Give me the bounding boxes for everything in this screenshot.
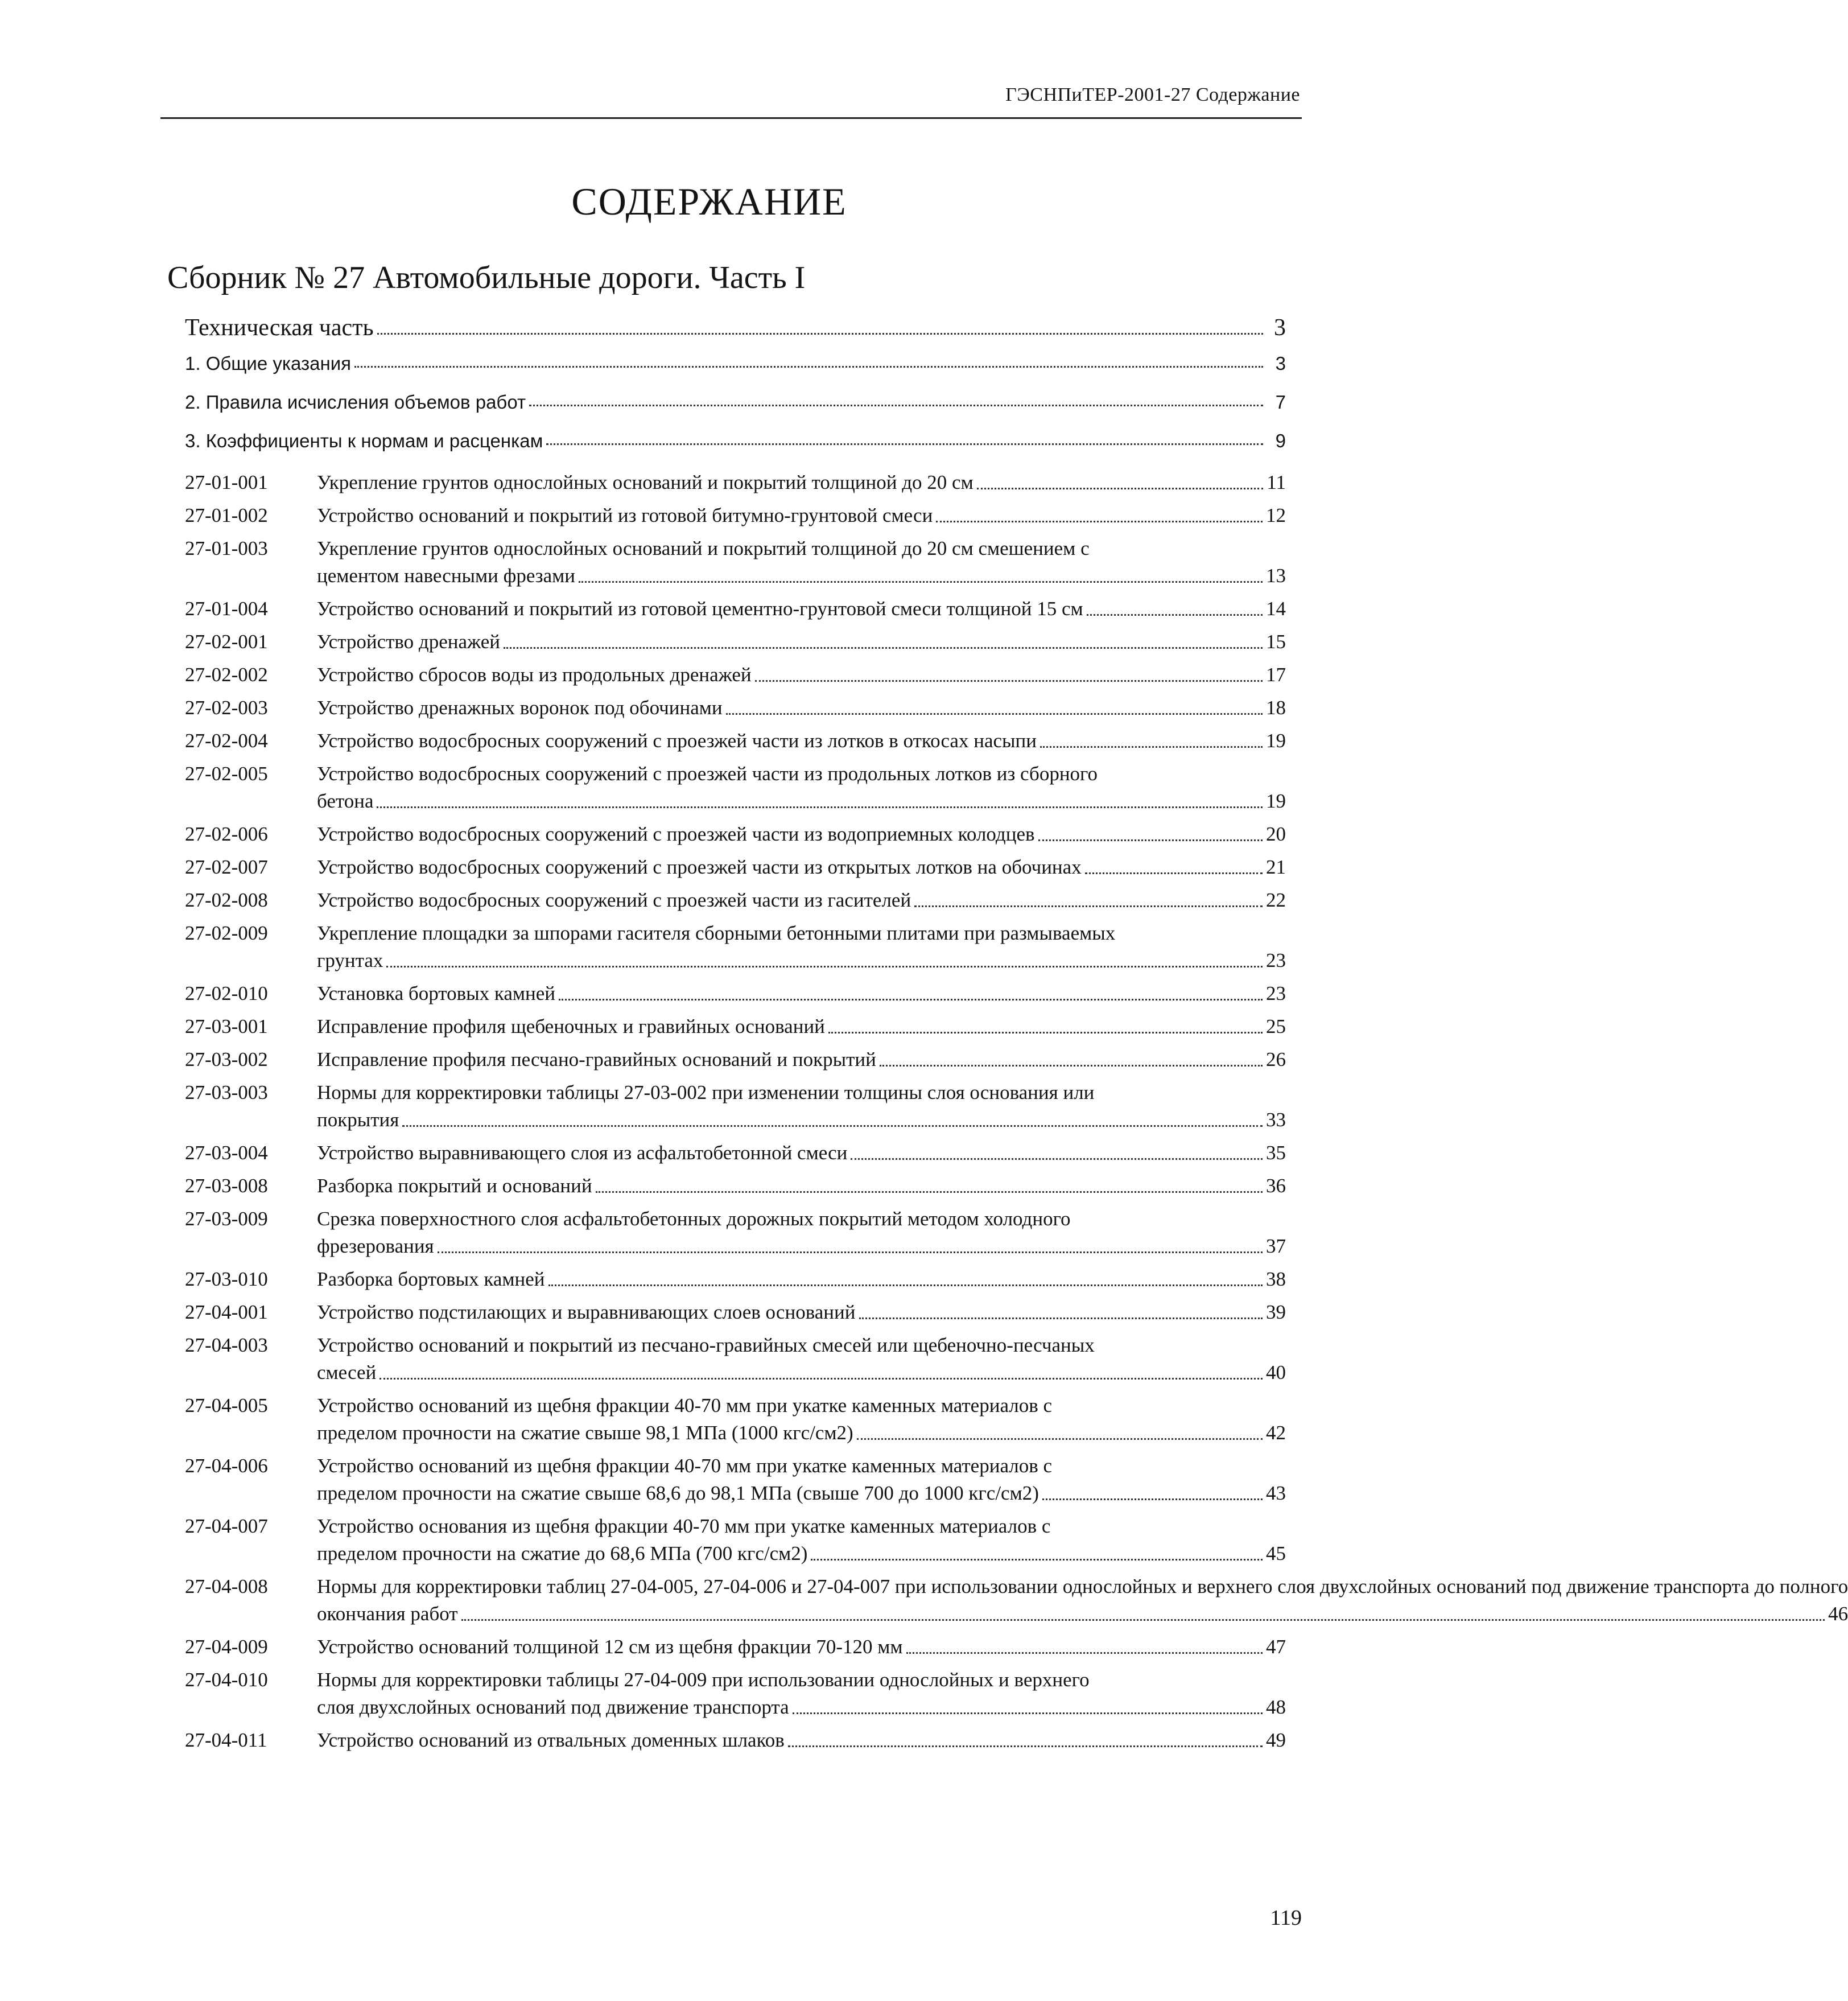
toc-entry-title-first-line: Срезка поверхностного слоя асфальтобетонных дорожных покрытий методом холодного [317,1208,1071,1230]
toc-entry-title-line [317,1600,1848,1628]
toc-entry[interactable] [185,1513,1286,1567]
toc-entry-title: Устройство дренажей [317,631,501,653]
toc-section-label: 1. Общие указания [185,353,352,374]
toc-entry-page: 45 [1266,1542,1286,1564]
toc-entry-title-line [317,1299,1286,1326]
dot-leader [811,1559,1263,1561]
toc-entry-title-line [317,854,1286,881]
toc-entry[interactable] [185,760,1286,815]
toc-section-label: 3. Коэффициенты к нормам и расценкам [185,430,543,451]
toc-entry-body [317,727,1286,755]
dot-leader [726,713,1263,715]
toc-entry[interactable] [185,887,1286,914]
table-of-contents [185,307,1848,1760]
toc-entry-title-line [317,1172,1286,1200]
toc-entry-body [317,887,1286,914]
toc-entry-title-first-line: Укрепление грунтов однослойных оснований и покрытий толщиной до 20 см смешением с [317,537,1090,559]
toc-entry-body [317,1392,1286,1447]
toc-entry[interactable] [185,1079,1286,1134]
toc-entry-title-line [317,1106,1286,1134]
dot-leader [461,1619,1825,1621]
toc-entry-code: 27-04-009 [185,1636,268,1658]
dot-leader [914,905,1263,907]
page-title: СОДЕРЖАНИЕ [571,180,847,223]
toc-technical-part-page: 3 [1274,315,1286,341]
toc-entry-body [317,1013,1286,1040]
toc-entry-page: 13 [1266,565,1286,587]
toc-entry-title: пределом прочности на сжатие до 68,6 МПа (700 кгс/см2) [317,1542,808,1564]
toc-entry-title: цементом навесными фрезами [317,565,576,587]
dot-leader [880,1065,1263,1067]
dot-leader [851,1158,1263,1160]
toc-entry[interactable] [185,821,1286,848]
toc-entry-code: 27-04-001 [185,1301,268,1323]
toc-entry-code: 27-02-004 [185,730,268,752]
toc-entry-code: 27-04-007 [185,1515,268,1537]
toc-entry-page: 42 [1266,1422,1286,1444]
toc-entry-code: 27-03-010 [185,1268,268,1290]
toc-entry[interactable] [185,1205,1286,1260]
toc-entry-body [317,1332,1286,1386]
page-number: 119 [1270,1906,1302,1930]
toc-entry[interactable] [185,1266,1286,1293]
toc-entry-title: Устройство сбросов воды из продольных дренажей [317,664,752,686]
toc-entry-title: Разборка бортовых камней [317,1268,545,1290]
dot-leader [354,366,1263,368]
toc-entry-title: слоя двухслойных оснований под движение транспорта [317,1696,789,1718]
toc-entry-code: 27-03-004 [185,1142,268,1164]
toc-entry-title-line [317,1266,1286,1293]
toc-entry-title: Установка бортовых камней [317,982,556,1004]
dot-leader [788,1745,1263,1747]
toc-entry-title-line [317,661,1286,689]
toc-entry-page: 25 [1266,1015,1286,1037]
toc-entry-page: 23 [1266,949,1286,971]
toc-entry-code: 27-03-009 [185,1208,268,1230]
toc-entry[interactable] [185,1666,1286,1721]
toc-sections [185,353,1286,452]
toc-entry-code: 27-02-008 [185,889,268,911]
toc-entry-title-first-line: Устройство основания из щебня фракции 40-70 мм при укатке каменных материалов с [317,1515,1051,1537]
toc-entry[interactable] [185,1046,1286,1073]
dot-leader [1042,1498,1263,1500]
toc-entry-body [317,1266,1286,1293]
toc-entry-body [317,1573,1848,1628]
toc-entry-title: пределом прочности на сжатие свыше 68,6 до 98,1 МПа (свыше 700 до 1000 кгс/см2) [317,1482,1039,1504]
toc-entry-code: 27-03-002 [185,1048,268,1071]
toc-entry-page: 36 [1266,1175,1286,1197]
toc-technical-part[interactable] [185,314,1286,341]
toc-entry-title: Укрепление грунтов однослойных оснований и покрытий толщиной до 20 см [317,471,974,493]
toc-entry-title-first-line: Устройство оснований из щебня фракции 40-70 мм при укатке каменных материалов с [317,1394,1053,1417]
toc-entry-title-line [317,1233,1286,1260]
toc-entry-title-line [317,694,1286,722]
toc-entry-page: 11 [1267,471,1286,493]
toc-entry-title: покрытия [317,1109,399,1131]
toc-entry-page: 46 [1828,1603,1848,1625]
toc-entry-body [317,469,1286,496]
toc-entry[interactable] [185,727,1286,755]
toc-entry-title: Устройство оснований и покрытий из готовой цементно-грунтовой смеси толщиной 15 см [317,598,1083,620]
toc-entry-title-first-line: Укрепление площадки за шпорами гасителя сборными бетонными плитами при размываемых [317,922,1116,944]
toc-entry-title-line [317,1139,1286,1167]
toc-entry-title: грунтах [317,949,383,971]
toc-entry-page: 22 [1266,889,1286,911]
header-rule [160,117,1302,119]
toc-entry-title-line [317,469,1286,496]
toc-entry-page: 18 [1266,697,1286,719]
toc-entry[interactable] [185,694,1286,722]
dot-leader [386,966,1263,967]
toc-section-label: 2. Правила исчисления объемов работ [185,392,526,413]
toc-entry[interactable] [185,469,1286,496]
dot-leader [977,488,1263,489]
collection-title: Сборник № 27 Автомобильные дороги. Часть I [167,260,806,295]
toc-entry-page: 43 [1266,1482,1286,1504]
toc-entry-title: смесей [317,1361,377,1384]
toc-entry-code: 27-04-005 [185,1394,268,1417]
toc-entry[interactable] [185,980,1286,1007]
toc-entry-title: Устройство выравнивающего слоя из асфальтобетонной смеси [317,1142,848,1164]
toc-entry-title-first-line: Устройство оснований из щебня фракции 40-70 мм при укатке каменных материалов с [317,1455,1053,1477]
toc-entry[interactable] [185,595,1286,623]
toc-entry-body [317,694,1286,722]
toc-entry-body [317,1299,1286,1326]
dot-leader [793,1712,1263,1714]
toc-entry-body [317,1205,1286,1260]
toc-entry-page: 38 [1266,1268,1286,1290]
dot-leader [504,647,1263,649]
dot-leader [1040,746,1263,748]
toc-entry-code: 27-04-011 [185,1729,267,1751]
toc-entry[interactable] [185,628,1286,656]
toc-entry-title-line [317,1359,1286,1386]
toc-entry[interactable] [185,1573,1848,1628]
toc-entry[interactable] [185,854,1286,881]
toc-entry[interactable] [185,1013,1286,1040]
toc-entry-code: 27-02-009 [185,922,268,944]
toc-entry-page: 23 [1266,982,1286,1004]
toc-section-item[interactable] [185,392,1286,413]
toc-entry-title-line [317,1480,1286,1507]
dot-leader [1038,839,1263,841]
toc-entry[interactable] [185,502,1286,529]
toc-entry-title: Устройство дренажных воронок под обочинами [317,697,723,719]
toc-section-page: 3 [1275,353,1286,374]
toc-entry-code: 27-01-002 [185,504,268,526]
toc-entry-body [317,980,1286,1007]
toc-entry-title: Исправление профиля щебеночных и гравийных оснований [317,1015,825,1037]
toc-entry[interactable] [185,1172,1286,1200]
toc-section-item[interactable] [185,430,1286,452]
toc-entry-title: окончания работ [317,1603,458,1625]
toc-entry-page: 39 [1266,1301,1286,1323]
toc-entry-body [317,1666,1286,1721]
running-header: ГЭСНПиТЕР-2001-27 Содержание [1005,84,1300,105]
toc-section-item[interactable] [185,353,1286,374]
toc-entry-title: Устройство водосбросных сооружений с проезжей части из лотков в откосах насыпи [317,730,1037,752]
toc-entry-code: 27-01-004 [185,598,268,620]
toc-section-page: 9 [1275,430,1286,451]
toc-entry-page: 48 [1266,1696,1286,1718]
toc-entry-code: 27-03-003 [185,1081,268,1104]
toc-entry-code: 27-04-006 [185,1455,268,1477]
dot-leader [546,443,1263,445]
toc-entry-code: 27-02-001 [185,631,268,653]
toc-entry-page: 33 [1266,1109,1286,1131]
toc-entry-title-line [317,947,1286,974]
toc-entry-page: 37 [1266,1235,1286,1257]
dot-leader [529,405,1263,406]
toc-entry[interactable] [185,1633,1286,1661]
dot-leader [936,521,1263,522]
toc-entry-title-line [317,1540,1286,1567]
dot-leader [402,1125,1263,1127]
toc-entry-title-line [317,887,1286,914]
toc-entry-title-line [317,821,1286,848]
toc-entry-body [317,661,1286,689]
toc-entry-title: Исправление профиля песчано-гравийных оснований и покрытий [317,1048,876,1071]
dot-leader [859,1317,1263,1319]
toc-entry-body [317,1139,1286,1167]
toc-entry-title-line [317,1633,1286,1661]
toc-entry-code: 27-04-003 [185,1334,268,1356]
toc-technical-part-label: Техническая часть [185,315,374,341]
toc-entry-title-line [317,1694,1286,1721]
toc-entry-title-first-line: Устройство оснований и покрытий из песчано-гравийных смесей или щебеночно-песчаных [317,1334,1095,1356]
toc-entry-page: 47 [1266,1636,1286,1658]
toc-entry-title-first-line: Нормы для корректировки таблицы 27-04-009 при использовании однослойных и верхнего [317,1669,1090,1691]
toc-entry[interactable] [185,1332,1286,1386]
toc-entry-title-line [317,1046,1286,1073]
toc-entry-title-line [317,1727,1286,1754]
toc-entry-title-first-line: Нормы для корректировки таблицы 27-03-002 при изменении толщины слоя основания или [317,1081,1095,1104]
dot-leader [377,333,1263,335]
toc-entry-title-line [317,595,1286,623]
toc-entry-page: 20 [1266,823,1286,845]
toc-entry-title: Устройство водосбросных сооружений с проезжей части из гасителей [317,889,911,911]
toc-entry-title-line [317,502,1286,529]
toc-entry-page: 40 [1266,1361,1286,1384]
toc-entry[interactable] [185,535,1286,590]
dot-leader [1085,872,1263,874]
toc-entry-title-line [317,1013,1286,1040]
dot-leader [857,1438,1263,1440]
toc-entry[interactable] [185,661,1286,689]
dot-leader [828,1032,1263,1034]
toc-entry-body [317,502,1286,529]
dot-leader [559,999,1263,1000]
toc-entry-body [317,1633,1286,1661]
toc-entry-page: 35 [1266,1142,1286,1164]
toc-entry-body [317,1046,1286,1073]
toc-entry-body [317,1452,1286,1507]
toc-entry-title-line [317,980,1286,1007]
toc-entry-body [317,628,1286,656]
dot-leader [548,1284,1263,1286]
toc-entry-title: Устройство оснований из отвальных доменных шлаков [317,1729,785,1751]
toc-entry-title: Устройство водосбросных сооружений с проезжей части из открытых лотков на обочинах [317,856,1082,878]
toc-entry-title: Устройство подстилающих и выравнивающих слоев оснований [317,1301,856,1323]
toc-entry-title-line [317,562,1286,590]
toc-entry-code: 27-02-006 [185,823,268,845]
toc-entry[interactable] [185,1139,1286,1167]
dot-leader [1087,614,1263,616]
toc-entry-body [317,920,1286,974]
toc-entry-title: бетона [317,790,374,812]
dot-leader [380,1378,1263,1380]
toc-entry-code: 27-04-010 [185,1669,268,1691]
toc-entry-title: Разборка покрытий и оснований [317,1175,592,1197]
toc-entry-title: Устройство оснований и покрытий из готовой битумно-грунтовой смеси [317,504,933,526]
toc-entry-title-line [317,628,1286,656]
toc-entry[interactable] [185,1727,1286,1754]
toc-entry-page: 49 [1266,1729,1286,1751]
dot-leader [596,1191,1263,1193]
toc-entry[interactable] [185,1392,1286,1447]
toc-entry[interactable] [185,1452,1286,1507]
toc-entry-title-first-line: Нормы для корректировки таблиц 27-04-005, 27-04-006 и 27-04-007 при использовании однослойных и верхнего слоя двухслойных оснований под движение транспорта до полного [317,1575,1848,1597]
toc-entry-code: 27-02-003 [185,697,268,719]
toc-entry-page: 17 [1266,664,1286,686]
toc-entry-body [317,821,1286,848]
toc-entry-title-line [317,788,1286,815]
toc-entry-body [317,595,1286,623]
toc-entry-body [317,1172,1286,1200]
toc-entry-code: 27-04-008 [185,1575,268,1597]
toc-entry-title-line [317,727,1286,755]
toc-entry[interactable] [185,1299,1286,1326]
toc-entry-code: 27-03-001 [185,1015,268,1037]
toc-entry-body [317,1513,1286,1567]
toc-entry-code: 27-01-001 [185,471,268,493]
toc-entry-body [317,535,1286,590]
toc-entry-body [317,1727,1286,1754]
dot-leader [755,680,1263,682]
toc-entries [185,469,1848,1754]
toc-entry-title: фрезерования [317,1235,434,1257]
toc-entry-body [317,760,1286,815]
toc-entry-page: 15 [1266,631,1286,653]
toc-entry-title-first-line: Устройство водосбросных сооружений с проезжей части из продольных лотков из сборного [317,763,1098,785]
dot-leader [579,581,1263,583]
toc-entry-title: Устройство водосбросных сооружений с проезжей части из водоприемных колодцев [317,823,1035,845]
toc-entry-title: пределом прочности на сжатие свыше 98,1 МПа (1000 кгс/см2) [317,1422,853,1444]
toc-entry-code: 27-02-010 [185,982,268,1004]
toc-entry-page: 14 [1266,598,1286,620]
toc-entry-body [317,854,1286,881]
toc-entry-code: 27-01-003 [185,537,268,559]
dot-leader [377,806,1263,808]
toc-entry-code: 27-02-002 [185,664,268,686]
toc-entry-title: Устройство оснований толщиной 12 см из щебня фракции 70-120 мм [317,1636,903,1658]
toc-entry[interactable] [185,920,1286,974]
toc-entry-code: 27-02-005 [185,763,268,785]
toc-entry-page: 26 [1266,1048,1286,1071]
toc-entry-body [317,1079,1286,1134]
toc-entry-page: 12 [1266,504,1286,526]
toc-entry-page: 19 [1266,730,1286,752]
dot-leader [906,1652,1263,1654]
toc-entry-code: 27-03-008 [185,1175,268,1197]
dot-leader [438,1251,1263,1253]
toc-entry-title-line [317,1419,1286,1447]
toc-entry-page: 21 [1266,856,1286,878]
toc-entry-page: 19 [1266,790,1286,812]
toc-entry-code: 27-02-007 [185,856,268,878]
toc-section-page: 7 [1275,392,1286,413]
